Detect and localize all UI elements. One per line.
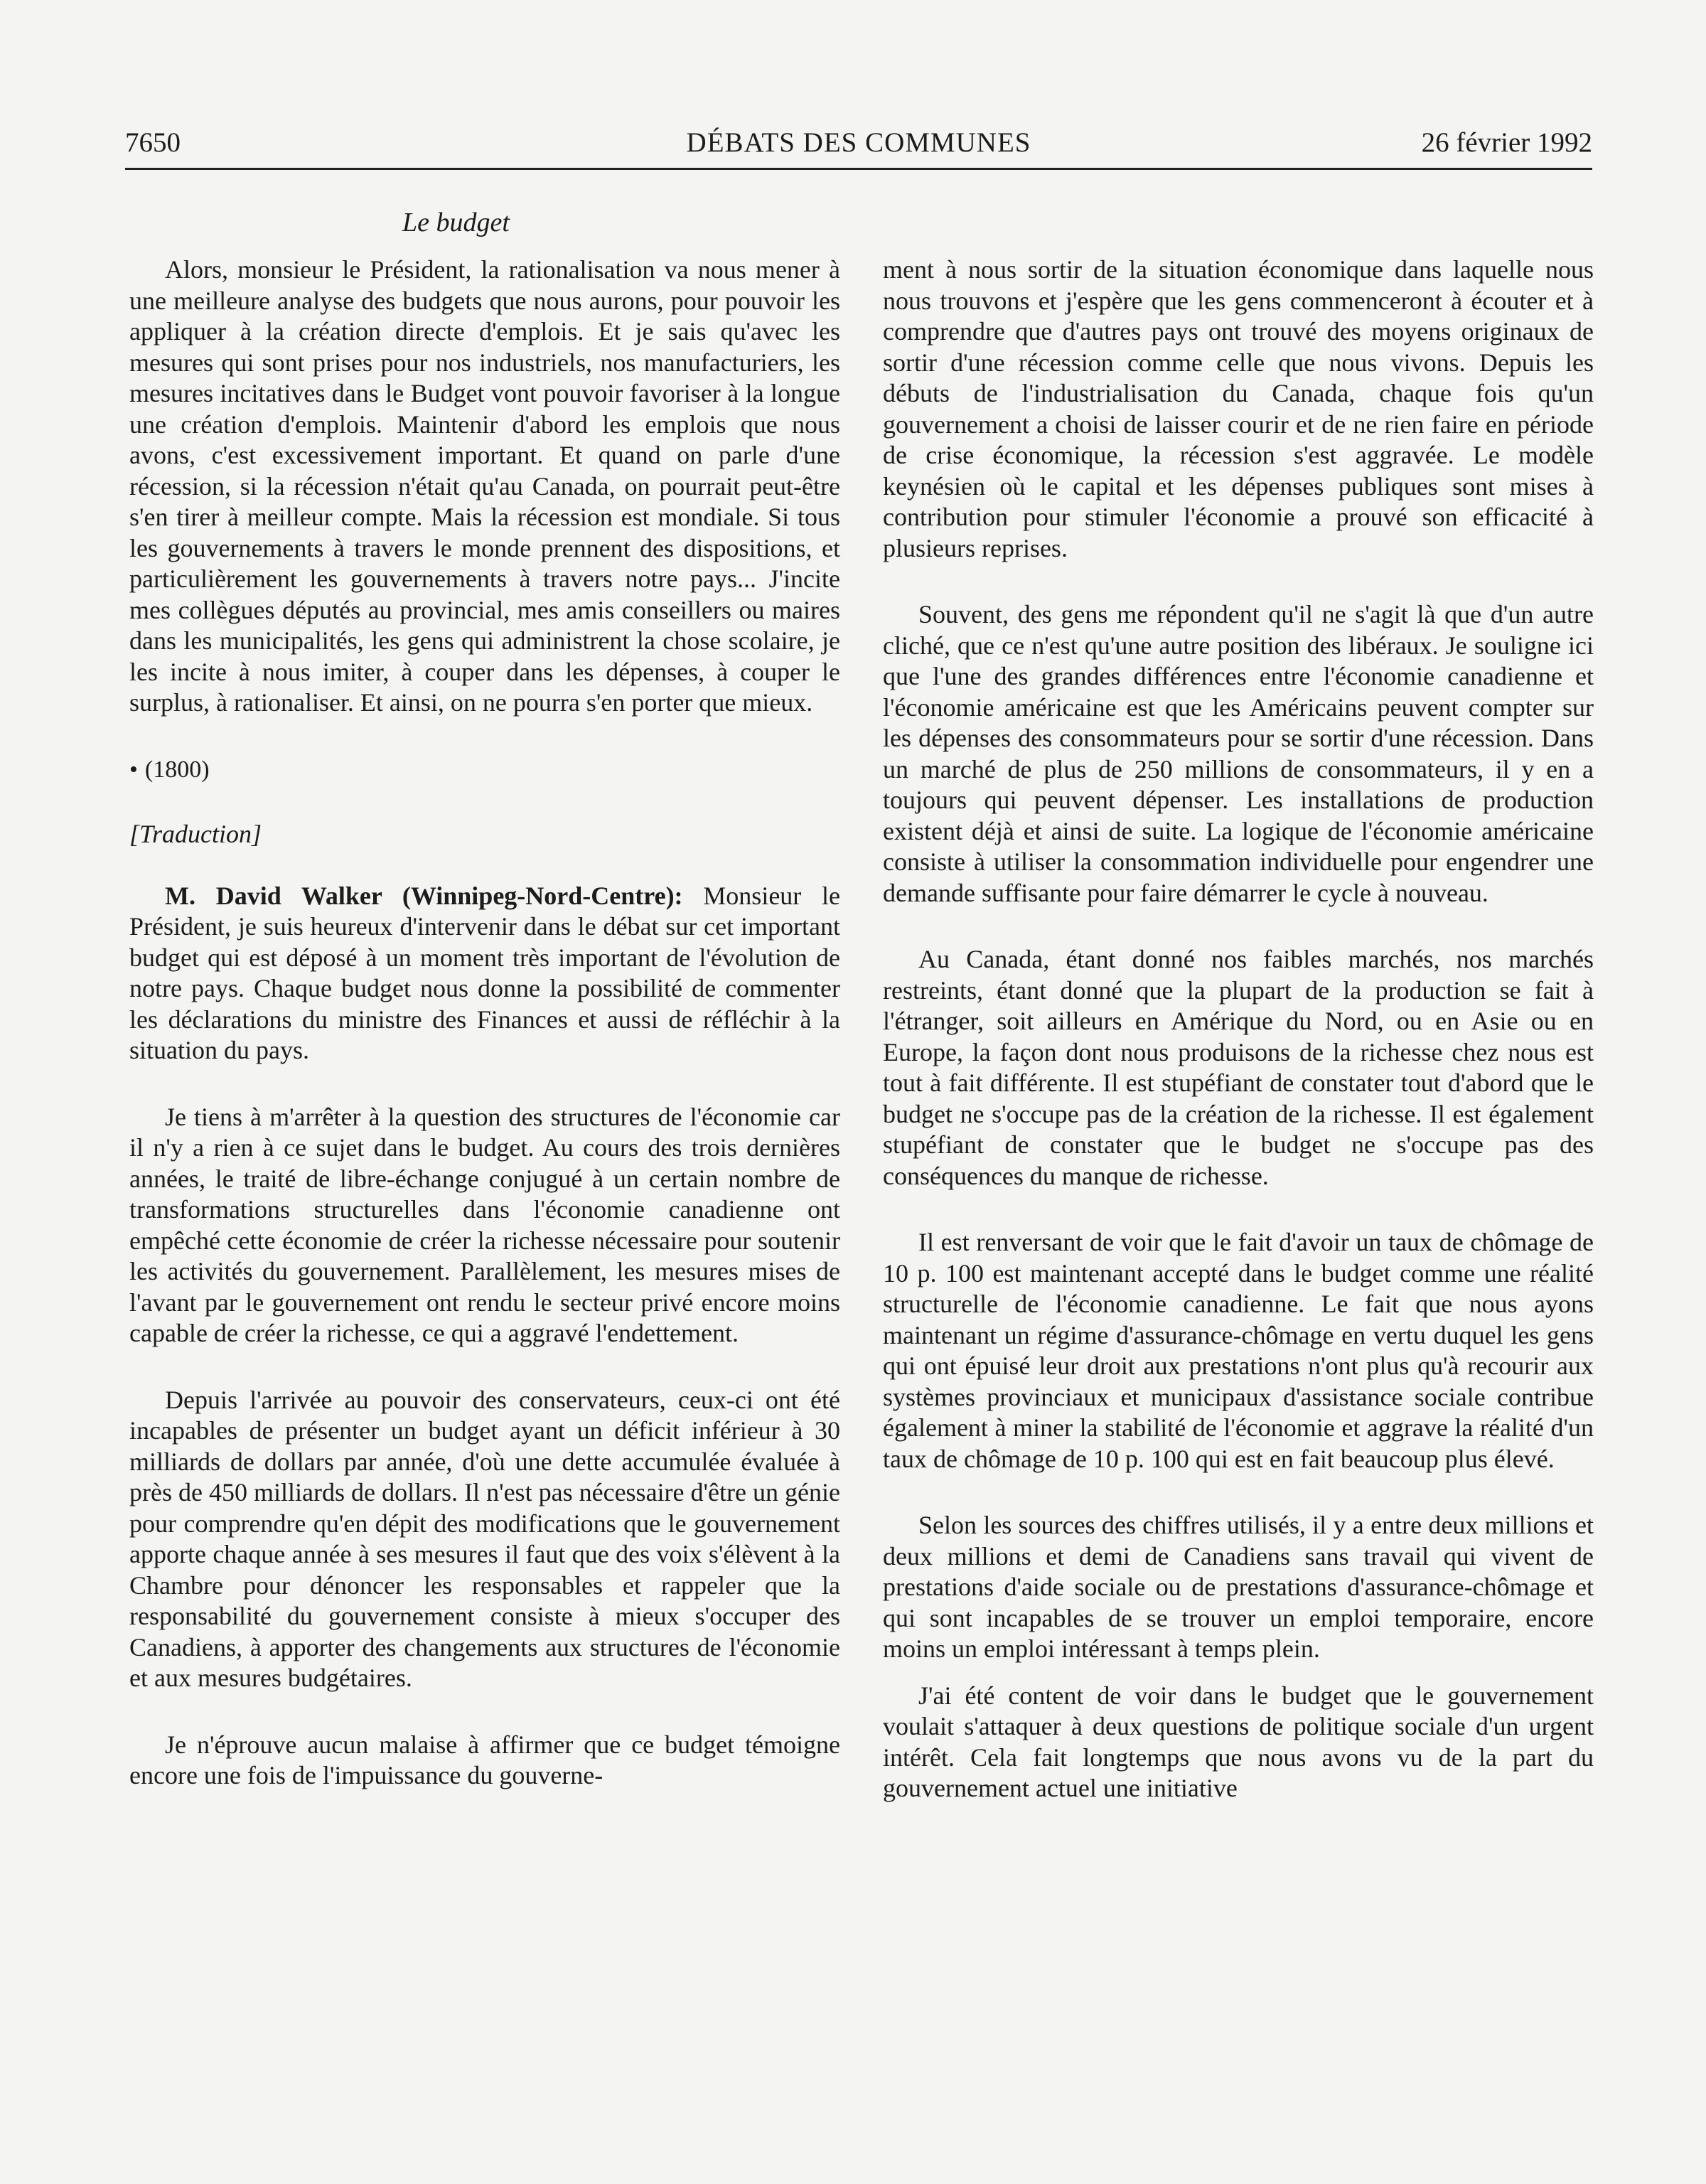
right-column bbox=[883, 255, 1594, 1840]
paragraph: Il est renversant de voir que le fait d'avoir un taux de chômage de 10 p. 100 est maintenant accepté dans le budget comme une réalité structurelle de l'économie canadienne. Le fait que nous ayons maintenant un régime d'assurance-chômage en vertu duquel les gens qui ont épuisé leur droit aux prestations n'ont plus qu'à recourir aux systèmes provinciaux et municipaux d'assistance sociale contribue également à miner la stabilité de l'économie et aggrave la réalité d'un taux de chômage de 10 p. 100 qui est en fait beaucoup plus élevé. bbox=[883, 1228, 1594, 1473]
publication-title: DÉBATS DES COMMUNES bbox=[686, 127, 1031, 158]
paragraph: Selon les sources des chiffres utilisés, il y a entre deux millions et deux millions et demi de Canadiens sans travail qui vivent de prestations d'aide sociale ou de prestations d'assurance-chômage et qui sont incapables de se trouver un emploi temporaire, encore moins un emploi intéressant à temps plein. bbox=[883, 1511, 1594, 1663]
paragraph: ment à nous sortir de la situation économique dans laquelle nous nous trouvons et j'espère que les gens commenceront à écouter et à comprendre que d'autres pays ont trouvé des moyens originaux de sortir d'une récession comme celle que nous vivons. Depuis les débuts de l'industrialisation du Canada, chaque fois qu'un gouvernement a choisi de laisser courir et de ne rien faire en période de crise économique, la récession s'est aggravée. Le modèle keynésien où le capital et les dépenses publiques sont mises à contribution pour stimuler l'économie a prouvé son efficacité à plusieurs reprises. bbox=[883, 255, 1594, 562]
translation-tag: [Traduction] bbox=[129, 819, 262, 848]
paragraph: Je n'éprouve aucun malaise à affirmer que ce budget témoigne encore une fois de l'impuissance du gouverne- bbox=[129, 1730, 840, 1789]
bullet-icon: • bbox=[129, 756, 138, 783]
publication-date: 26 février 1992 bbox=[1421, 127, 1592, 158]
paragraph: Depuis l'arrivée au pouvoir des conservateurs, ceux-ci ont été incapables de présenter un budget ayant un déficit inférieur à 30 milliards de dollars par année, d'où une dette accumulée évaluée à près de 450 milliards de dollars. Il n'est pas nécessaire d'être un génie pour comprendre qu'en dépit des modifications que le gouvernement apporte chaque année à ses mesures il faut que des voix s'élèvent à la Chambre pour dénoncer les responsables et rappeler que la responsabilité du gouvernement consiste à mieux s'occuper des Canadiens, à apporter des changements aux structures de l'économie et aux mesures budgétaires. bbox=[129, 1385, 840, 1692]
section-title: Le budget bbox=[402, 208, 510, 237]
page-number: 7650 bbox=[125, 127, 181, 158]
paragraph: Au Canada, étant donné nos faibles marchés, nos marchés restreints, étant donné que la plupart de la production se fait à l'étranger, soit ailleurs en Amérique du Nord, ou en Asie ou en Europe, la façon dont nous produisons de la richesse chez nous est tout à fait différente. Il est stupéfiant de constater tout d'abord que le budget ne s'occupe pas de la création de la richesse. Il est également stupéfiant de constater que le budget ne s'occupe pas des conséquences du manque de richesse. bbox=[883, 945, 1594, 1190]
speaker-name: M. David Walker (Winnipeg-Nord-Centre): bbox=[165, 881, 683, 910]
paragraph: Je tiens à m'arrêter à la question des structures de l'économie car il n'y a rien à ce sujet dans le budget. Au cours des trois dernières années, le traité de libre-échange conjugué à un certain nombre de transformations structurelles dans l'économie canadienne ont empêché cette économie de créer la richesse nécessaire pour soutenir les activités du gouvernement. Parallèlement, les mesures mises de l'avant par le gouvernement ont rendu le secteur privé encore moins capable de créer la richesse, ce qui a aggravé l'endettement. bbox=[129, 1102, 840, 1347]
left-column bbox=[129, 255, 840, 1827]
time-marker bbox=[129, 754, 840, 786]
paragraph: Alors, monsieur le Président, la rationalisation va nous mener à une meilleure analyse des budgets que nous aurons, pour pouvoir les appliquer à la création directe d'emplois. Et je sais qu'avec les mesures qui sont prises pour nos industriels, nos manufacturiers, les mesures incitatives dans le Budget vont pouvoir favoriser à la longue une création d'emplois. Maintenir d'abord les emplois que nous avons, c'est excessivement important. Et quand on parle d'une récession, si la récession n'était qu'au Canada, on pourrait peut-être s'en tirer à meilleur compte. Mais la récession est mondiale. Si tous les gouvernements à travers le monde prennent des dispositions, et particulièrement les gouvernements à travers notre pays... J'incite mes collègues députés au provincial, mes amis conseillers ou maires dans les municipalités, les gens qui administrent la chose scolaire, je les incite à nous imiter, à couper dans les dépenses, à couper le surplus, à rationaliser. Et ainsi, on ne pourra s'en porter que mieux. bbox=[129, 255, 840, 717]
time-marker-text: (1800) bbox=[144, 756, 210, 783]
speaker-paragraph bbox=[129, 881, 840, 1066]
paragraph: J'ai été content de voir dans le budget que le gouvernement voulait s'attaquer à deux questions de politique sociale d'un urgent intérêt. Cela fait longtemps que nous avons vu de la part du gouvernement actuel une initiative bbox=[883, 1681, 1594, 1802]
speaker-text: Monsieur le Président, je suis heureux d'intervenir dans le débat sur cet important budget qui est déposé à un moment très important de l'évolution de notre pays. Chaque budget nous donne la possibilité de commenter les déclarations du ministre des Finances et aussi de réfléchir à la situation du pays. bbox=[129, 881, 841, 1064]
paragraph: Souvent, des gens me répondent qu'il ne s'agit là que d'un autre cliché, que ce n'est qu'une autre position des libéraux. Je souligne ici que l'une des grandes différences entre l'économie canadienne et l'économie américaine est que les Américains peuvent compter sur les dépenses des consommateurs pour se sortir d'une récession. Dans un marché de plus de 250 millions de consommateurs, il y en a toujours qui peuvent dépenser. Les installations de production existent déjà et ainsi de suite. La logique de l'économie américaine consiste à utiliser la consommation individuelle pour engendrer une demande suffisante pour faire démarrer le cycle à nouveau. bbox=[883, 600, 1594, 907]
page-header bbox=[125, 122, 1592, 170]
